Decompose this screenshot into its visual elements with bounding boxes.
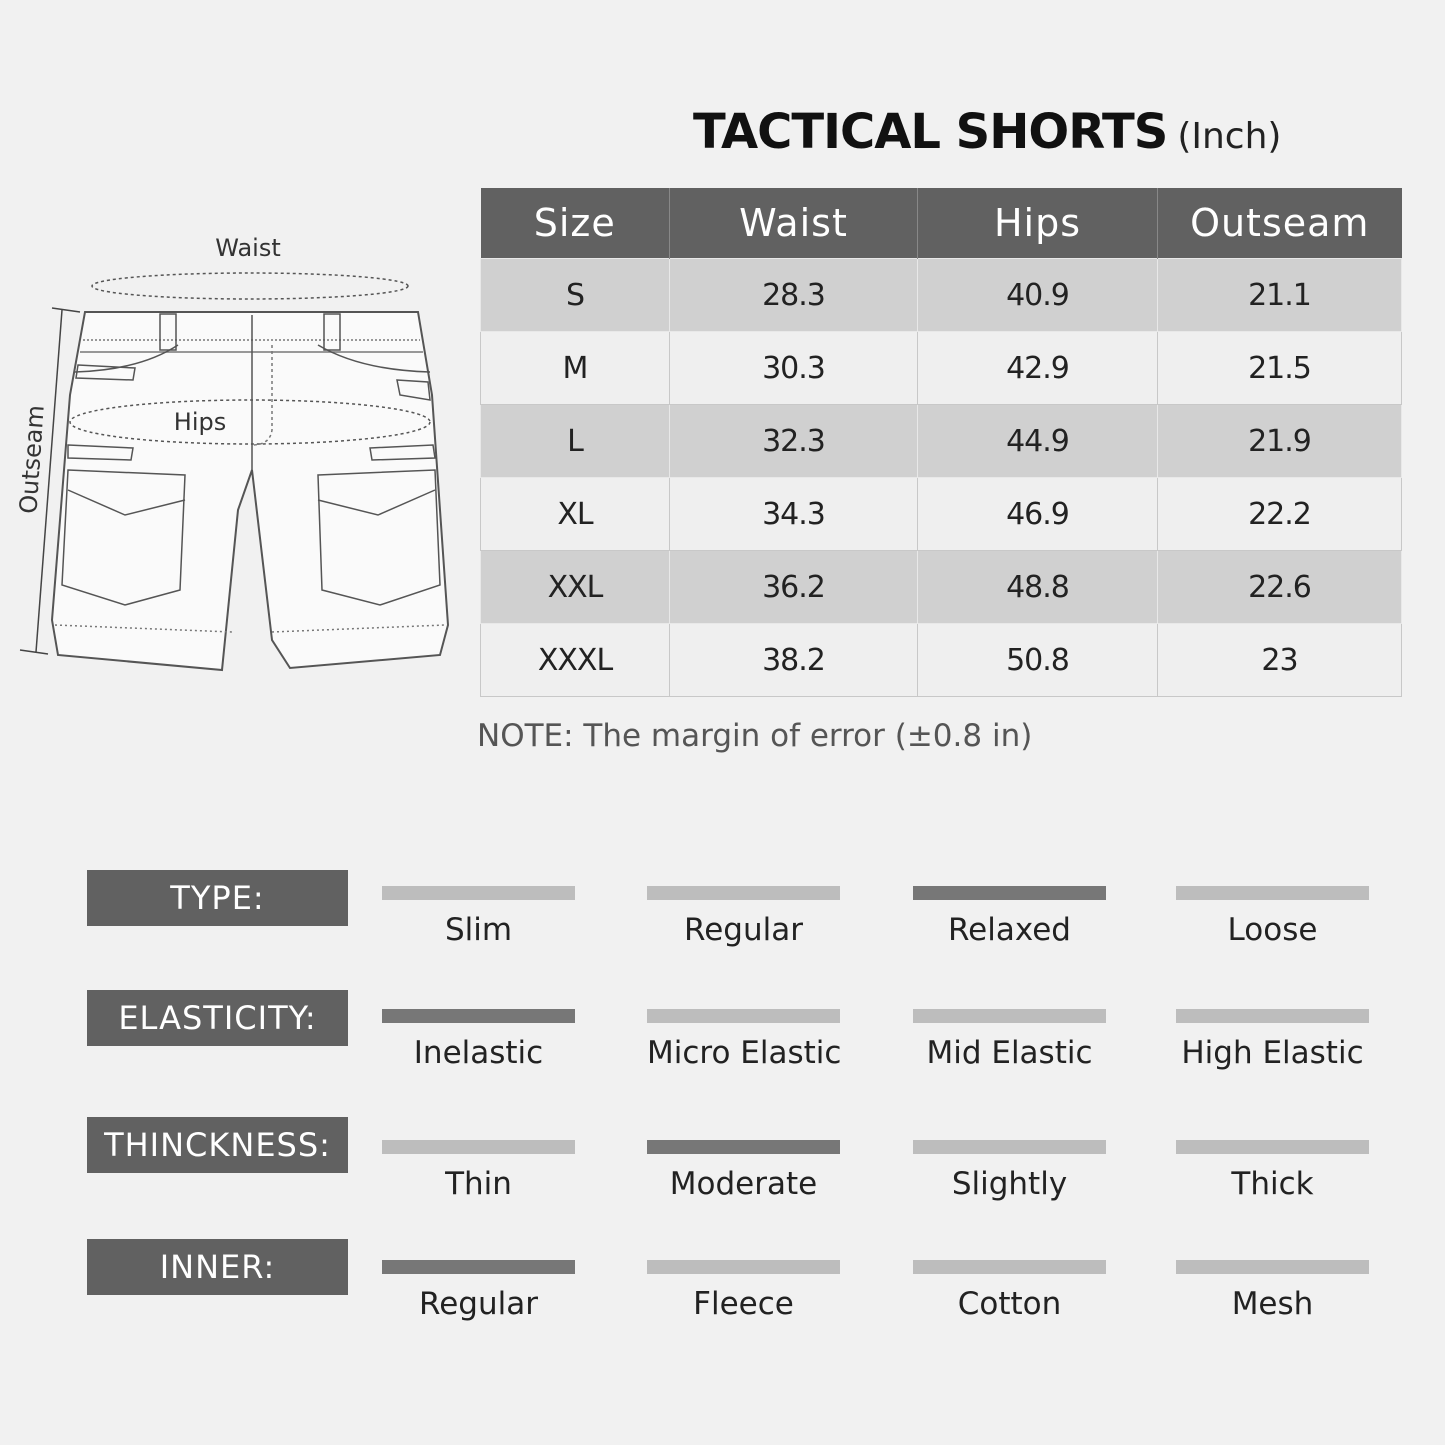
option-bar-selected xyxy=(913,886,1106,900)
cell-size: S xyxy=(481,259,670,332)
option-label: Regular xyxy=(684,912,803,948)
outseam-label: Outseam xyxy=(14,404,50,515)
header-waist: Waist xyxy=(670,188,918,259)
option-bar xyxy=(1176,1260,1369,1274)
option-label: Thin xyxy=(445,1166,512,1202)
option-label: Mesh xyxy=(1231,1286,1314,1322)
cell-hips: 42.9 xyxy=(918,332,1158,405)
option-bar xyxy=(913,1009,1106,1023)
option-bar xyxy=(1176,886,1369,900)
attr-row-inner xyxy=(87,1239,1377,1339)
option-slim xyxy=(382,886,575,948)
cell-waist: 34.3 xyxy=(670,478,918,551)
option-mid-elastic xyxy=(913,1009,1106,1071)
table-header-row xyxy=(481,188,1402,259)
option-inelastic xyxy=(382,1009,575,1071)
option-bar xyxy=(1176,1009,1369,1023)
waist-label: Waist xyxy=(215,234,281,262)
option-bar xyxy=(382,1140,575,1154)
option-cotton xyxy=(913,1260,1106,1322)
option-micro-elastic xyxy=(647,1009,840,1071)
option-bar-selected xyxy=(647,1140,840,1154)
header-hips: Hips xyxy=(918,188,1158,259)
option-bar xyxy=(913,1140,1106,1154)
size-table xyxy=(480,188,1402,697)
option-label: Thick xyxy=(1231,1166,1314,1202)
cell-hips: 48.8 xyxy=(918,551,1158,624)
option-bar-selected xyxy=(382,1260,575,1274)
table-row xyxy=(481,624,1402,697)
cell-outseam: 23 xyxy=(1158,624,1402,697)
option-bar xyxy=(647,1009,840,1023)
attr-row-type xyxy=(87,870,1377,970)
option-slightly xyxy=(913,1140,1106,1202)
chart-title xyxy=(0,104,1445,160)
attr-label-thickness: THINCKNESS: xyxy=(87,1117,348,1173)
cell-hips: 44.9 xyxy=(918,405,1158,478)
shorts-diagram xyxy=(0,220,470,690)
option-thin xyxy=(382,1140,575,1202)
cell-hips: 40.9 xyxy=(918,259,1158,332)
title-main: TACTICAL SHORTS xyxy=(693,104,1168,160)
cell-waist: 28.3 xyxy=(670,259,918,332)
option-bar xyxy=(913,1260,1106,1274)
header-outseam: Outseam xyxy=(1158,188,1402,259)
option-bar xyxy=(382,886,575,900)
attr-label-inner: INNER: xyxy=(87,1239,348,1295)
attr-row-elasticity xyxy=(87,990,1377,1090)
option-label: Moderate xyxy=(669,1166,818,1202)
table-row xyxy=(481,478,1402,551)
option-bar xyxy=(647,1260,840,1274)
cell-outseam: 22.2 xyxy=(1158,478,1402,551)
shorts-illustration xyxy=(0,220,470,690)
option-high-elastic xyxy=(1176,1009,1369,1071)
option-label: Regular xyxy=(419,1286,538,1322)
attr-label-elasticity: ELASTICITY: xyxy=(87,990,348,1046)
cell-size: XXL xyxy=(481,551,670,624)
option-label: Cotton xyxy=(957,1286,1062,1322)
option-moderate xyxy=(647,1140,840,1202)
cell-size: L xyxy=(481,405,670,478)
option-relaxed xyxy=(913,886,1106,948)
option-label: Slim xyxy=(444,912,513,948)
option-label: Slightly xyxy=(951,1166,1068,1202)
cell-hips: 50.8 xyxy=(918,624,1158,697)
cell-waist: 36.2 xyxy=(670,551,918,624)
cell-hips: 46.9 xyxy=(918,478,1158,551)
option-thick xyxy=(1176,1140,1369,1202)
attr-label-type: TYPE: xyxy=(87,870,348,926)
title-unit: (Inch) xyxy=(1177,116,1282,157)
hips-label: Hips xyxy=(173,408,227,436)
option-mesh xyxy=(1176,1260,1369,1322)
table-row xyxy=(481,259,1402,332)
table-row xyxy=(481,405,1402,478)
cell-outseam: 21.5 xyxy=(1158,332,1402,405)
option-fleece xyxy=(647,1260,840,1322)
option-regular-inner xyxy=(382,1260,575,1322)
option-bar xyxy=(647,886,840,900)
option-bar xyxy=(1176,1140,1369,1154)
cell-waist: 30.3 xyxy=(670,332,918,405)
cell-size: XL xyxy=(481,478,670,551)
option-label: Micro Elastic xyxy=(647,1035,842,1071)
margin-of-error-note: NOTE: The margin of error (±0.8 in) xyxy=(477,718,1033,754)
option-label: Relaxed xyxy=(948,912,1071,948)
option-label: Inelastic xyxy=(413,1035,544,1071)
table-row xyxy=(481,551,1402,624)
attr-row-thickness xyxy=(87,1117,1377,1217)
cell-waist: 38.2 xyxy=(670,624,918,697)
option-regular xyxy=(647,886,840,948)
option-label: Loose xyxy=(1227,912,1318,948)
cell-size: M xyxy=(481,332,670,405)
option-label: Fleece xyxy=(693,1286,794,1322)
option-label: Mid Elastic xyxy=(926,1035,1093,1071)
option-loose xyxy=(1176,886,1369,948)
cell-waist: 32.3 xyxy=(670,405,918,478)
cell-size: XXXL xyxy=(481,624,670,697)
cell-outseam: 21.1 xyxy=(1158,259,1402,332)
table-row xyxy=(481,332,1402,405)
option-label: High Elastic xyxy=(1181,1035,1364,1071)
option-bar-selected xyxy=(382,1009,575,1023)
cell-outseam: 21.9 xyxy=(1158,405,1402,478)
cell-outseam: 22.6 xyxy=(1158,551,1402,624)
header-size: Size xyxy=(481,188,670,259)
